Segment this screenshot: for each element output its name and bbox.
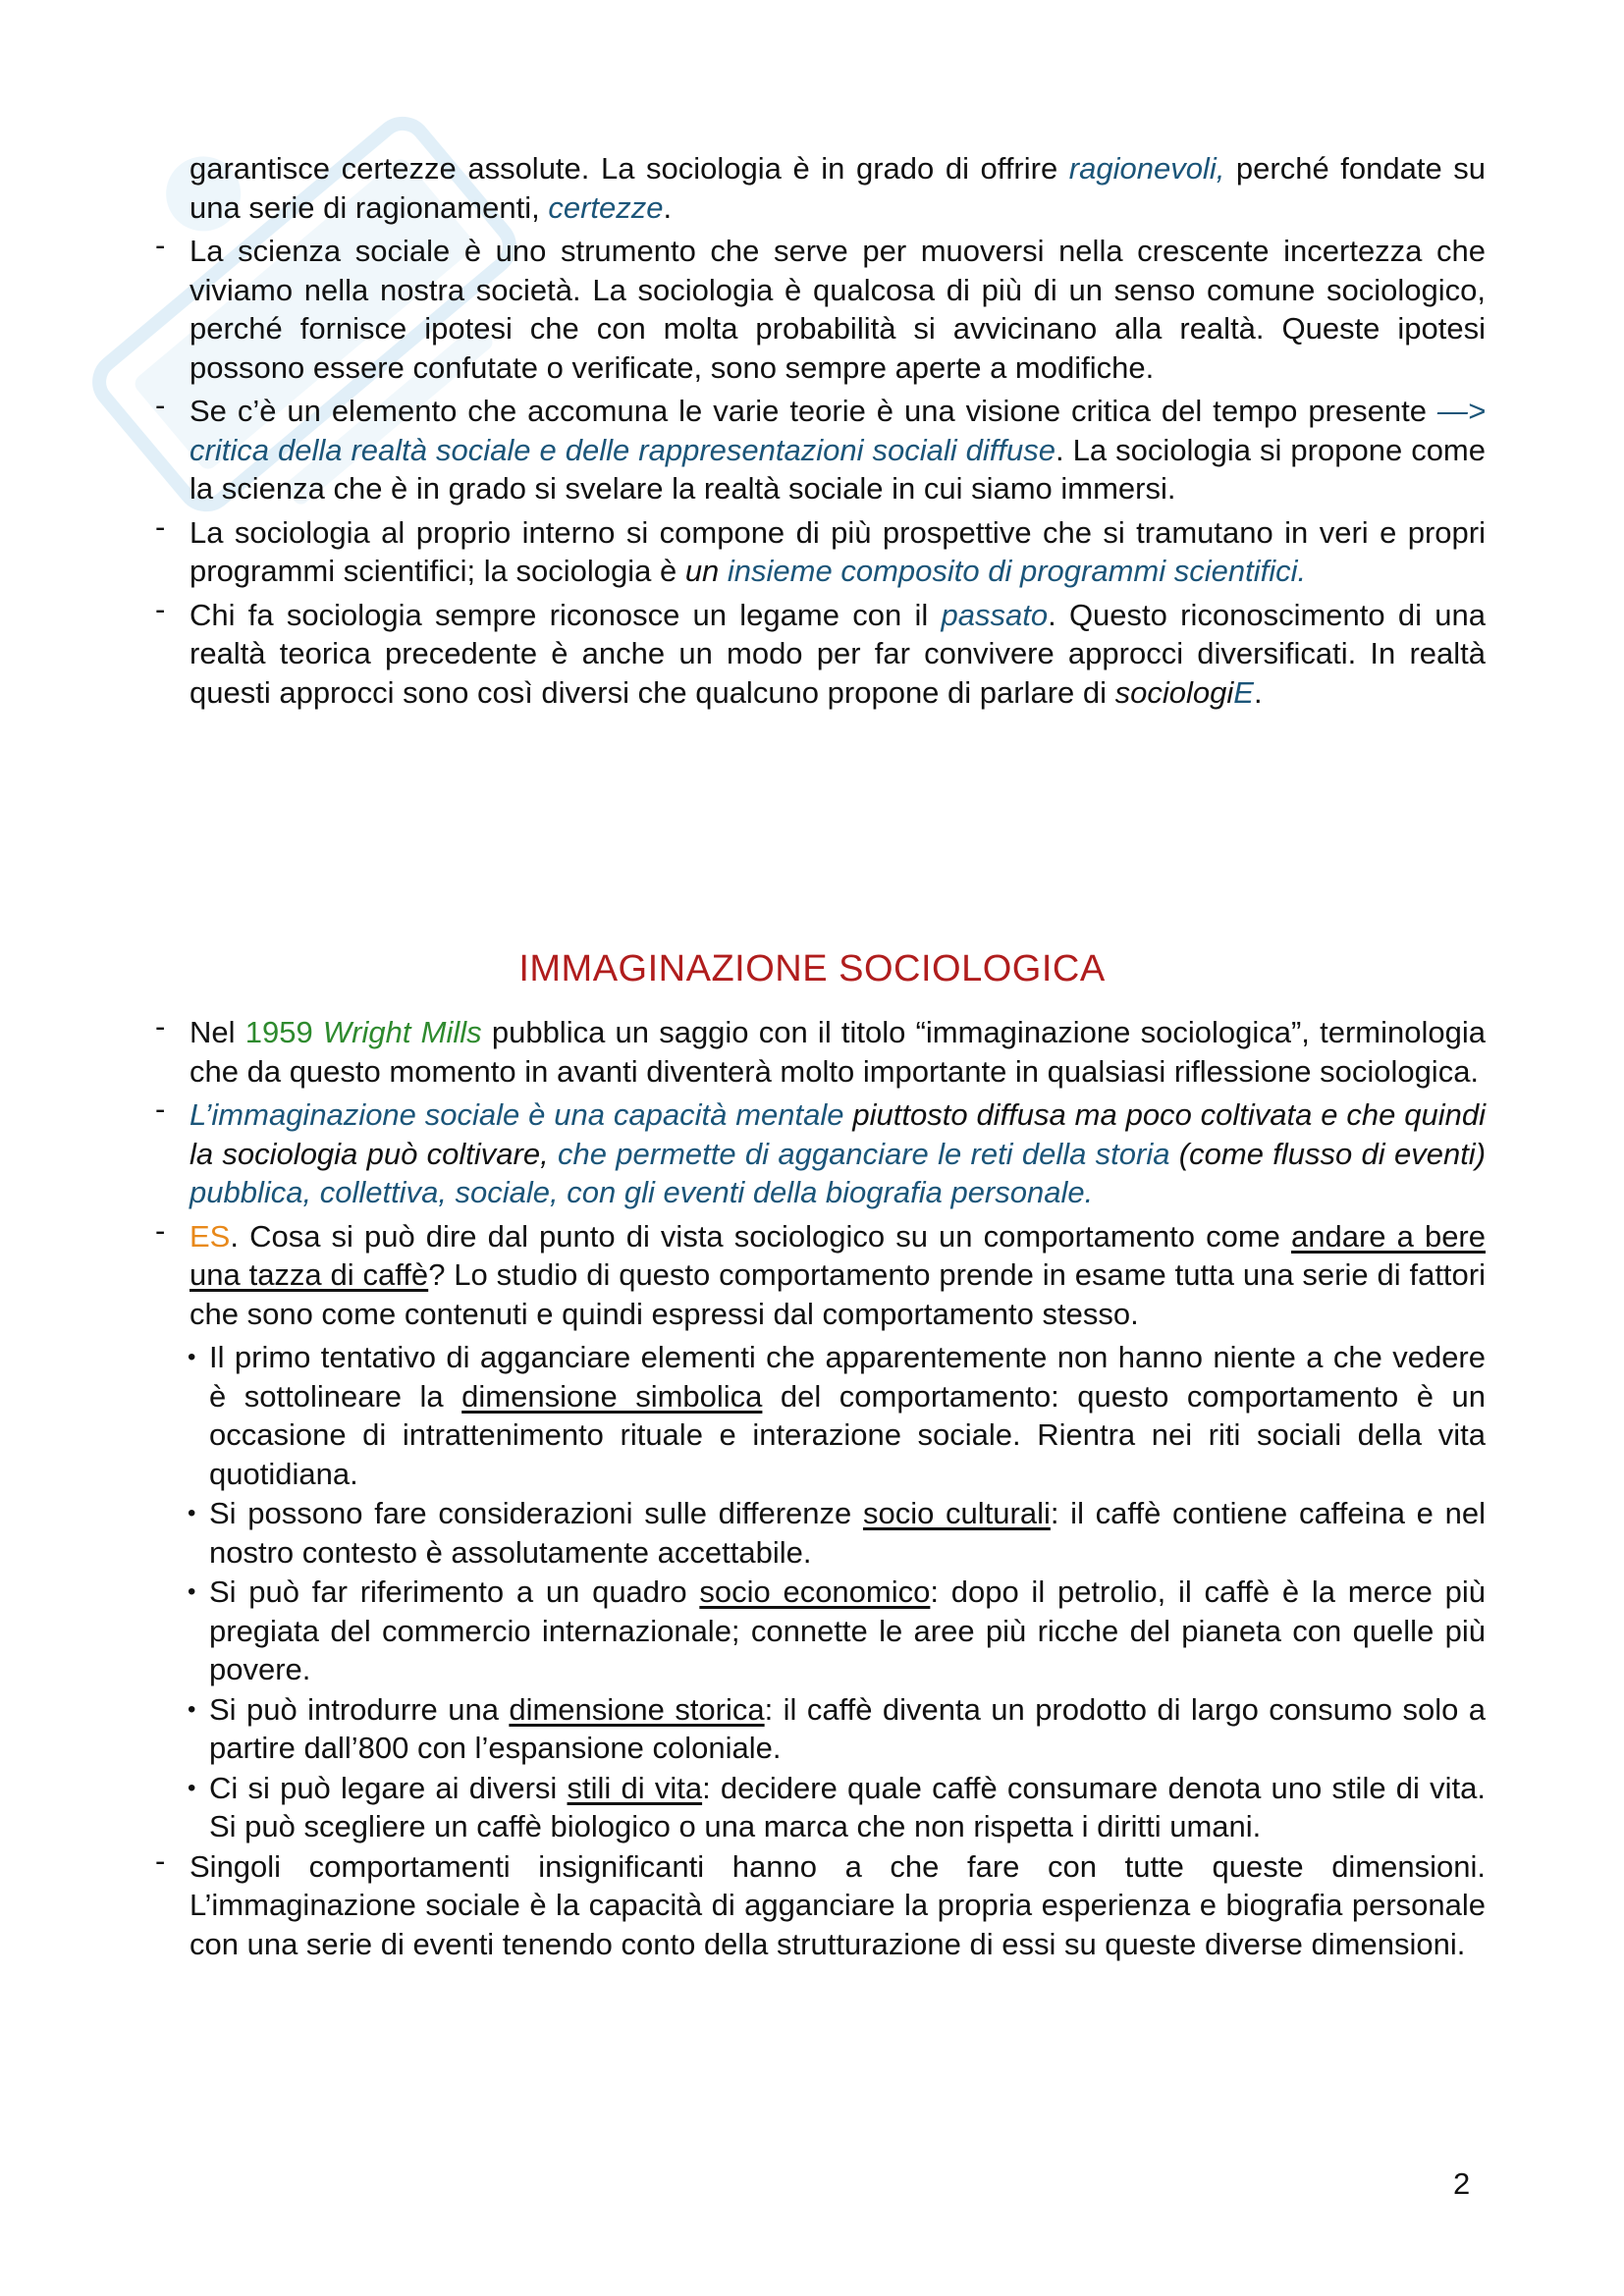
bullet-dot: • — [188, 1500, 196, 1526]
list-item: - ES. Cosa si può dire dal punto di vista sociologico su un comportamento come andare a bere una tazza di caffè? Lo studio di questo comportamento prende in esame tutta una serie di fattori che sono come contenuti e quindi espressi dal comportamento stesso. — [155, 1212, 1486, 1331]
sub-list-item: • Si può introdurre una dimensione storica: il caffè diventa un prodotto di largo consumo solo a partire dall’800 con l’espansione coloniale. — [188, 1691, 1486, 1765]
list-item-continued: garantisce certezze assolute. La sociologia è in grado di offrire ragionevoli, perché fondate su una serie di ragionamenti, certezze. — [189, 151, 1486, 225]
list-item: - La sociologia al proprio interno si compone di più prospettive che si tramutano in veri e propri programmi scientifici; la sociologia è un insieme composito di programmi scientifici. — [155, 508, 1486, 588]
list-item: - Nel 1959 Wright Mills pubblica un saggio con il titolo “immaginazione sociologica”, terminologia che da questo momento in avanti diventerà molto importante in qualsiasi riflessione sociologica. — [155, 1009, 1486, 1089]
sub-list-item: • Ci si può legare ai diversi stili di vita: decidere quale caffè consumare denota uno stile di vita. Si può scegliere un caffè biologico o una marca che non rispetta i diritti umani. — [188, 1770, 1486, 1843]
sub-list-item: • Il primo tentativo di agganciare elementi che apparentemente non hanno niente a che vedere è sottolineare la dimensione simbolica del comportamento: questo comportamento è un occasione di intrattenimento rituale e interazione sociale. Rientra nei riti sociali della vita quotidiana. — [188, 1340, 1486, 1491]
dash-bullet: - — [155, 388, 166, 422]
sub-list-item: • Si possono fare considerazioni sulle differenze socio culturali: il caffè contiene caffeina e nel nostro contesto è assolutamente accettabile. — [188, 1496, 1486, 1570]
bullet-dot: • — [188, 1695, 196, 1723]
list-item: - Singoli comportamenti insignificanti hanno a che fare con tutte queste dimensioni. L’immaginazione sociale è la capacità di agganciare la propria esperienza e biografia personale con una serie di eventi tenendo conto della strutturazione di essi su queste diverse dimensioni. — [155, 1842, 1486, 1961]
sub-list-item: • Si può far riferimento a un quadro socio economico: dopo il petrolio, il caffè è la merce più pregiata del commercio internazionale; connette le aree più ricche del pianeta con quelle più povere. — [188, 1575, 1486, 1686]
list-item: - Chi fa sociologia sempre riconosce un legame con il passato. Questo riconoscimento di una realtà teorica precedente è anche un modo per far convivere approcci diversificati. In realtà questi approcci sono così diversi che qualcuno propone di parlare di sociologiE. — [155, 591, 1486, 710]
section-heading: IMMAGINAZIONE SOCIOLOGICA — [518, 948, 1106, 989]
list-item: - L’immaginazione sociale è una capacità mentale piuttosto diffusa ma poco coltivata e che quindi la sociologia può coltivare, che permette di agganciare le reti della storia (come flusso di eventi) pubblica, collettiva, sociale, con gli eventi della biografia personale. — [155, 1092, 1487, 1209]
bullet-dot: • — [188, 1578, 196, 1605]
list-item: - La scienza sociale è uno strumento che serve per muoversi nella crescente incertezza che viviamo nella nostra società. La sociologia è qualcosa di più di un senso comune sociologico, perché fornisce ipotesi che con molta probabilità si avvicinano alla realtà. Queste ipotesi possono essere confutate o verificate, sono sempre aperte a modifiche. — [155, 228, 1486, 385]
dash-bullet: - — [155, 508, 166, 544]
bullet-dot: • — [188, 1344, 196, 1370]
dash-bullet: - — [155, 1842, 166, 1878]
list-item: - Se c’è un elemento che accomuna le varie teorie è una visione critica del tempo presente —> critica della realtà sociale e delle rappresentazioni sociali diffuse. La sociologia si propone come la scienza che è in grado si svelare la realtà sociale in cui siamo immersi. — [155, 388, 1486, 506]
dash-bullet: - — [155, 1009, 166, 1043]
section-intro-list — [155, 149, 1486, 717]
bullet-dot: • — [188, 1774, 196, 1801]
dash-bullet: - — [155, 1212, 166, 1248]
dash-bullet: - — [155, 591, 166, 626]
dash-bullet: - — [155, 1092, 166, 1126]
dash-bullet: - — [155, 228, 166, 262]
page-number: 2 — [1453, 2166, 1471, 2201]
section-immaginazione-list — [155, 1009, 1487, 1968]
